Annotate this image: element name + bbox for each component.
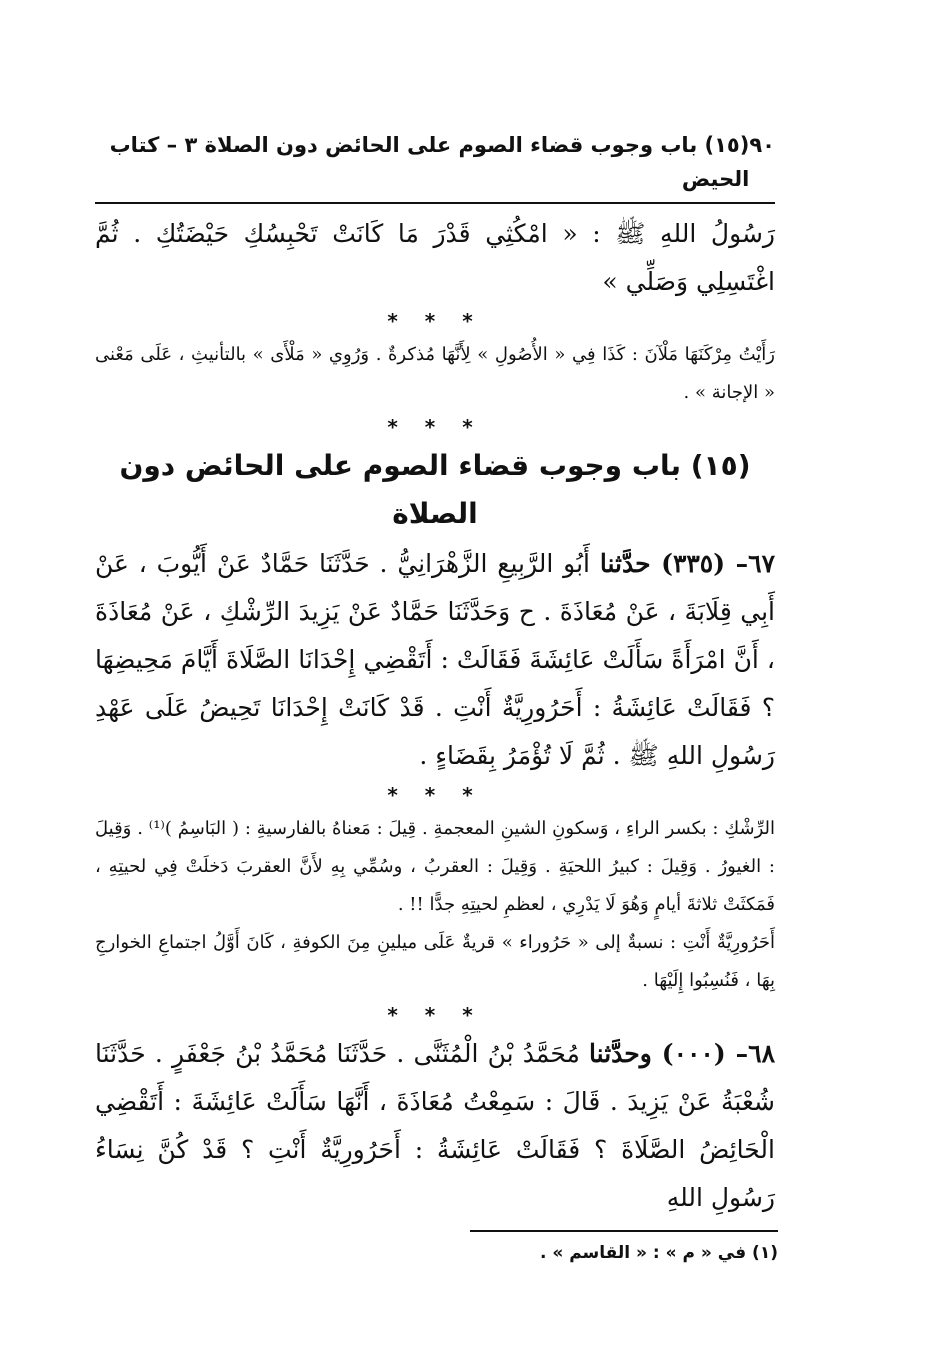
separator-stars: * * * bbox=[387, 1003, 483, 1027]
note-3: أَحَرُورِيَّةٌ أَنْتِ : نسبةٌ إلى « حَرُوراء » قريةٌ عَلَى ميلينِ مِنَ الكوفةِ ، كَانَ أَوَّلُ اجتماعِ الخوارجِ بِهَا ، فَنُسِبُوا إِلَيْهَا . bbox=[95, 932, 775, 991]
footnote-divider bbox=[470, 1230, 778, 1232]
separator-stars: * * * bbox=[387, 415, 483, 439]
footnote: (١) في « م » : « القاسم » . bbox=[539, 1243, 778, 1263]
separator-stars: * * * bbox=[387, 309, 483, 333]
hadith-67 bbox=[95, 540, 775, 780]
hadith-67-lead: ٦٧– (٣٣٥) حدَّثنا bbox=[599, 549, 776, 578]
hadith-67-body: أَبُو الرَّبِيعِ الزَّهْرَانِيُّ . حَدَّثَنَا حَمَّادٌ عَنْ أَيُّوبَ ، عَنْ أَبِي قِلَابَةَ ، عَنْ مُعَاذَةَ . ح وَحَدَّثَنَا حَمَّادٌ عَنْ يَزِيدَ الرِّشْكِ ، عَنْ مُعَاذَةَ ، أَنَّ امْرَأَةً سَأَلَتْ عَائِشَةَ فَقَالَتْ : أَتَقْضِي إِحْدَانَا الصَّلَاةَ أَيَّامَ مَحِيضِهَا ؟ فَقَالَتْ عَائِشَةُ : أَحَرُورِيَّةٌ أَنْتِ . قَدْ كَانَتْ إِحْدَانَا تَحِيضُ عَلَى عَهْدِ رَسُولِ اللهِ ﷺ . ثُمَّ لَا تُؤْمَرُ بِقَضَاءٍ . bbox=[95, 549, 775, 770]
note-2: الرِّشْكِ : بكسر الراءِ ، وَسكونِ الشينِ المعجمةِ . قِيلَ : مَعناهُ بالفارسيةِ : ( البَاسِمُ )⁽¹⁾ . وَقِيلَ : الغيورُ . وَقِيلَ : كبيرُ اللحيَةِ . وَقِيلَ : العقربُ ، وسُمِّي بِهِ لأَنَّ العقربَ دَخلَتْ فِي لحيتِهِ ، فَمَكثَتْ ثلاثةَ أيامٍ وَهُوَ لَا يَدْرِي ، لعظمِ لحيتِهِ جدًّا !! . bbox=[95, 818, 775, 915]
chapter-title: (١٥) باب وجوب قضاء الصوم على الحائض دون الصلاة bbox=[119, 449, 751, 530]
separator-stars: * * * bbox=[387, 783, 483, 807]
paragraph-1: رَسُولُ اللهِ ﷺ : « امْكُثِي قَدْرَ مَا كَانَتْ تَحْبِسُكِ حَيْضَتُكِ . ثُمَّ اغْتَسِلِي وَصَلِّي » bbox=[95, 219, 775, 296]
hadith-68-body: مُحَمَّدُ بْنُ الْمُثَنَّى . حَدَّثَنَا مُحَمَّدُ بْنُ جَعْفَرٍ . حَدَّثَنَا شُعْبَةُ عَنْ يَزِيدَ . قَالَ : سَمِعْتُ مُعَاذَةَ ، أَنَّهَا سَأَلَتْ عَائِشَةَ : أَتَقْضِي الْحَائِضُ الصَّلَاةَ ؟ فَقَالَتْ عَائِشَةُ : أَحَرُورِيَّةٌ أَنْتِ ؟ قَدْ كُنَّ نِسَاءُ رَسُولِ اللهِ bbox=[95, 1039, 775, 1212]
note-1: رَأَيْتُ مِرْكَنَهَا مَلْآنَ : كَذَا فِي « الأُصُولِ » لِأَنَّهَا مُذكرةٌ . وَرُوِي « مَلْأَى » بالتأنيثِ ، عَلَى مَعْنى « الإجانة » . bbox=[95, 344, 775, 403]
page-number: ٩٠ bbox=[749, 133, 775, 157]
running-title: (١٥) باب وجوب قضاء الصوم على الحائض دون الصلاة ٣ – كتاب الحيض bbox=[109, 133, 750, 191]
hadith-68 bbox=[95, 1030, 775, 1222]
running-header bbox=[95, 128, 775, 204]
page-body bbox=[95, 128, 775, 1222]
hadith-68-lead: ٦٨– (٠٠٠) وحدَّثنا bbox=[589, 1039, 775, 1068]
